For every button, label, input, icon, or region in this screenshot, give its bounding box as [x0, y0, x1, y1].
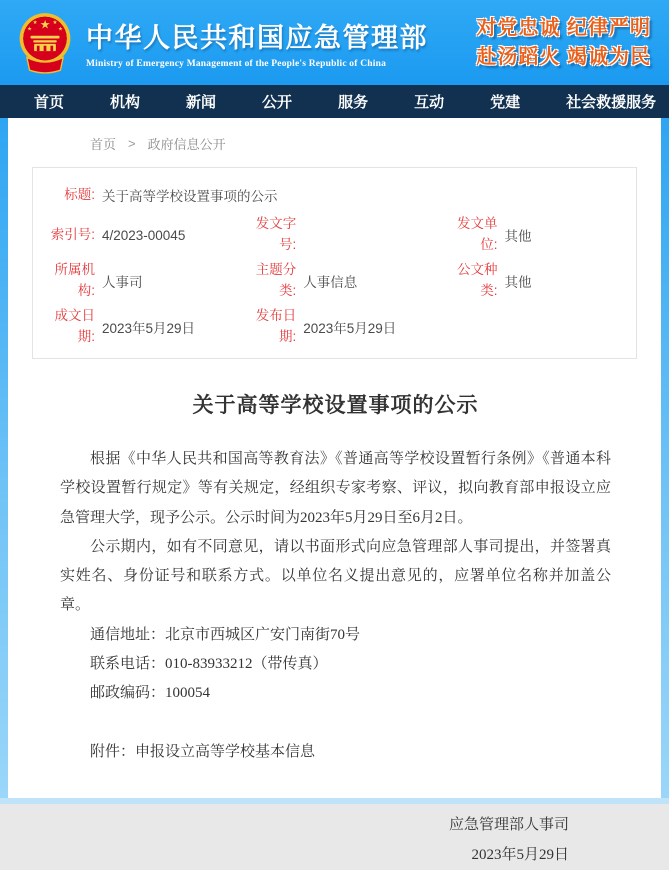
nav-item-home[interactable]: 首页: [34, 94, 65, 111]
meta-field-label: 成文日期:: [54, 308, 95, 344]
meta-field-value: 4/2023-00045: [102, 227, 186, 243]
page-frame-left: [0, 118, 8, 798]
meta-title-row: [47, 182, 622, 208]
site-title-block: [86, 16, 428, 69]
meta-field-label: 索引号:: [50, 226, 95, 242]
breadcrumb-home-link[interactable]: 首页: [90, 137, 117, 152]
content-area: [0, 134, 669, 870]
meta-field-publish-date: [248, 304, 449, 350]
page-frame-right: [661, 118, 669, 798]
meta-field-label: 主题分类:: [255, 262, 297, 298]
meta-field-value: 人事司: [102, 275, 143, 290]
site-title: 中华人民共和国应急管理部: [86, 23, 428, 53]
svg-text:★: ★: [57, 25, 63, 32]
meta-field-value: 其他: [504, 229, 532, 244]
meta-field-empty: [450, 304, 623, 350]
meta-field-label: 发布日期:: [255, 308, 297, 344]
site-subtitle: Ministry of Emergency Management of the People's Republic of China: [86, 59, 387, 69]
meta-field-document-number: [248, 212, 449, 258]
nav-item-party-building[interactable]: 党建: [490, 94, 521, 111]
meta-field-value: 其他: [504, 275, 532, 290]
meta-field-label: 所属机构:: [54, 262, 95, 298]
meta-field-issuing-unit: [450, 212, 623, 258]
meta-grid: [47, 212, 622, 350]
main-nav: [0, 85, 669, 118]
nav-item-news[interactable]: 新闻: [186, 94, 217, 111]
attachment-line: 附件：申报设立高等学校基本信息: [90, 744, 316, 761]
svg-text:★: ★: [32, 19, 38, 26]
meta-field-value: 人事信息: [303, 275, 358, 290]
contact-phone: 联系电话：010-83933212（带传真）: [90, 655, 328, 672]
nav-item-services[interactable]: 服务: [338, 94, 369, 111]
nav-item-interaction[interactable]: 互动: [414, 94, 445, 111]
nav-item-disclosure[interactable]: 公开: [262, 94, 293, 111]
meta-field-label: 公文种类:: [457, 262, 498, 298]
site-header: [0, 0, 669, 85]
svg-text:★: ★: [52, 19, 58, 26]
slogan-line-2: 赴汤蹈火 竭诚为民: [476, 45, 651, 68]
slogan-block: [476, 14, 655, 72]
signature-date: 2023年5月29日: [471, 846, 569, 863]
page-frame-bottom: [0, 798, 669, 804]
meta-field-value: 2023年5月29日: [303, 321, 397, 336]
svg-text:★: ★: [39, 18, 51, 31]
breadcrumb-separator: >: [128, 136, 136, 151]
meta-title-label: 标题:: [64, 186, 95, 202]
document-title: 关于高等学校设置事项的公示: [192, 393, 479, 417]
contact-postal-code: 邮政编码：100054: [90, 685, 211, 701]
meta-field-document-type: [450, 258, 623, 304]
national-emblem-icon: [16, 10, 74, 76]
meta-field-department: [47, 258, 248, 304]
meta-field-written-date: [47, 304, 248, 350]
slogan-line-1: 对党忠诚 纪律严明: [476, 16, 651, 39]
signature-department: 应急管理部人事司: [448, 816, 569, 833]
document-paragraph-2: 公示期内，如有不同意见，请以书面形式向应急管理部人事司提出，并签署真实姓名、身份证号和联系方式。以单位名义提出意见的，应署单位名称并加盖公章。: [60, 538, 611, 614]
meta-field-label: 发文字号:: [255, 216, 297, 252]
document-meta-box: [32, 167, 637, 359]
document-paragraph-1: 根据《中华人民共和国高等教育法》《普通高等学校设置暂行条例》《普通本科学校设置暂行规定》等有关规定，经组织专家考察、评议，拟向教育部申报设立应急管理大学，现予公示。公示时间为2023年5月29日至6月2日。: [60, 451, 611, 526]
meta-title-value: 关于高等学校设置事项的公示: [102, 189, 278, 204]
nav-item-organization[interactable]: 机构: [110, 94, 141, 111]
meta-field-value: 2023年5月29日: [102, 321, 196, 336]
meta-field-label: 发文单位:: [457, 216, 498, 252]
breadcrumb: [90, 134, 639, 153]
meta-field-index-number: [47, 212, 248, 258]
svg-text:★: ★: [27, 25, 33, 32]
meta-field-topic-category: [248, 258, 449, 304]
nav-item-social-rescue[interactable]: 社会救援服务: [566, 94, 657, 111]
signature-block: [60, 810, 611, 870]
contact-address: 通信地址：北京市西城区广安门南街70号: [90, 626, 361, 643]
breadcrumb-current-link[interactable]: 政府信息公开: [147, 137, 226, 152]
